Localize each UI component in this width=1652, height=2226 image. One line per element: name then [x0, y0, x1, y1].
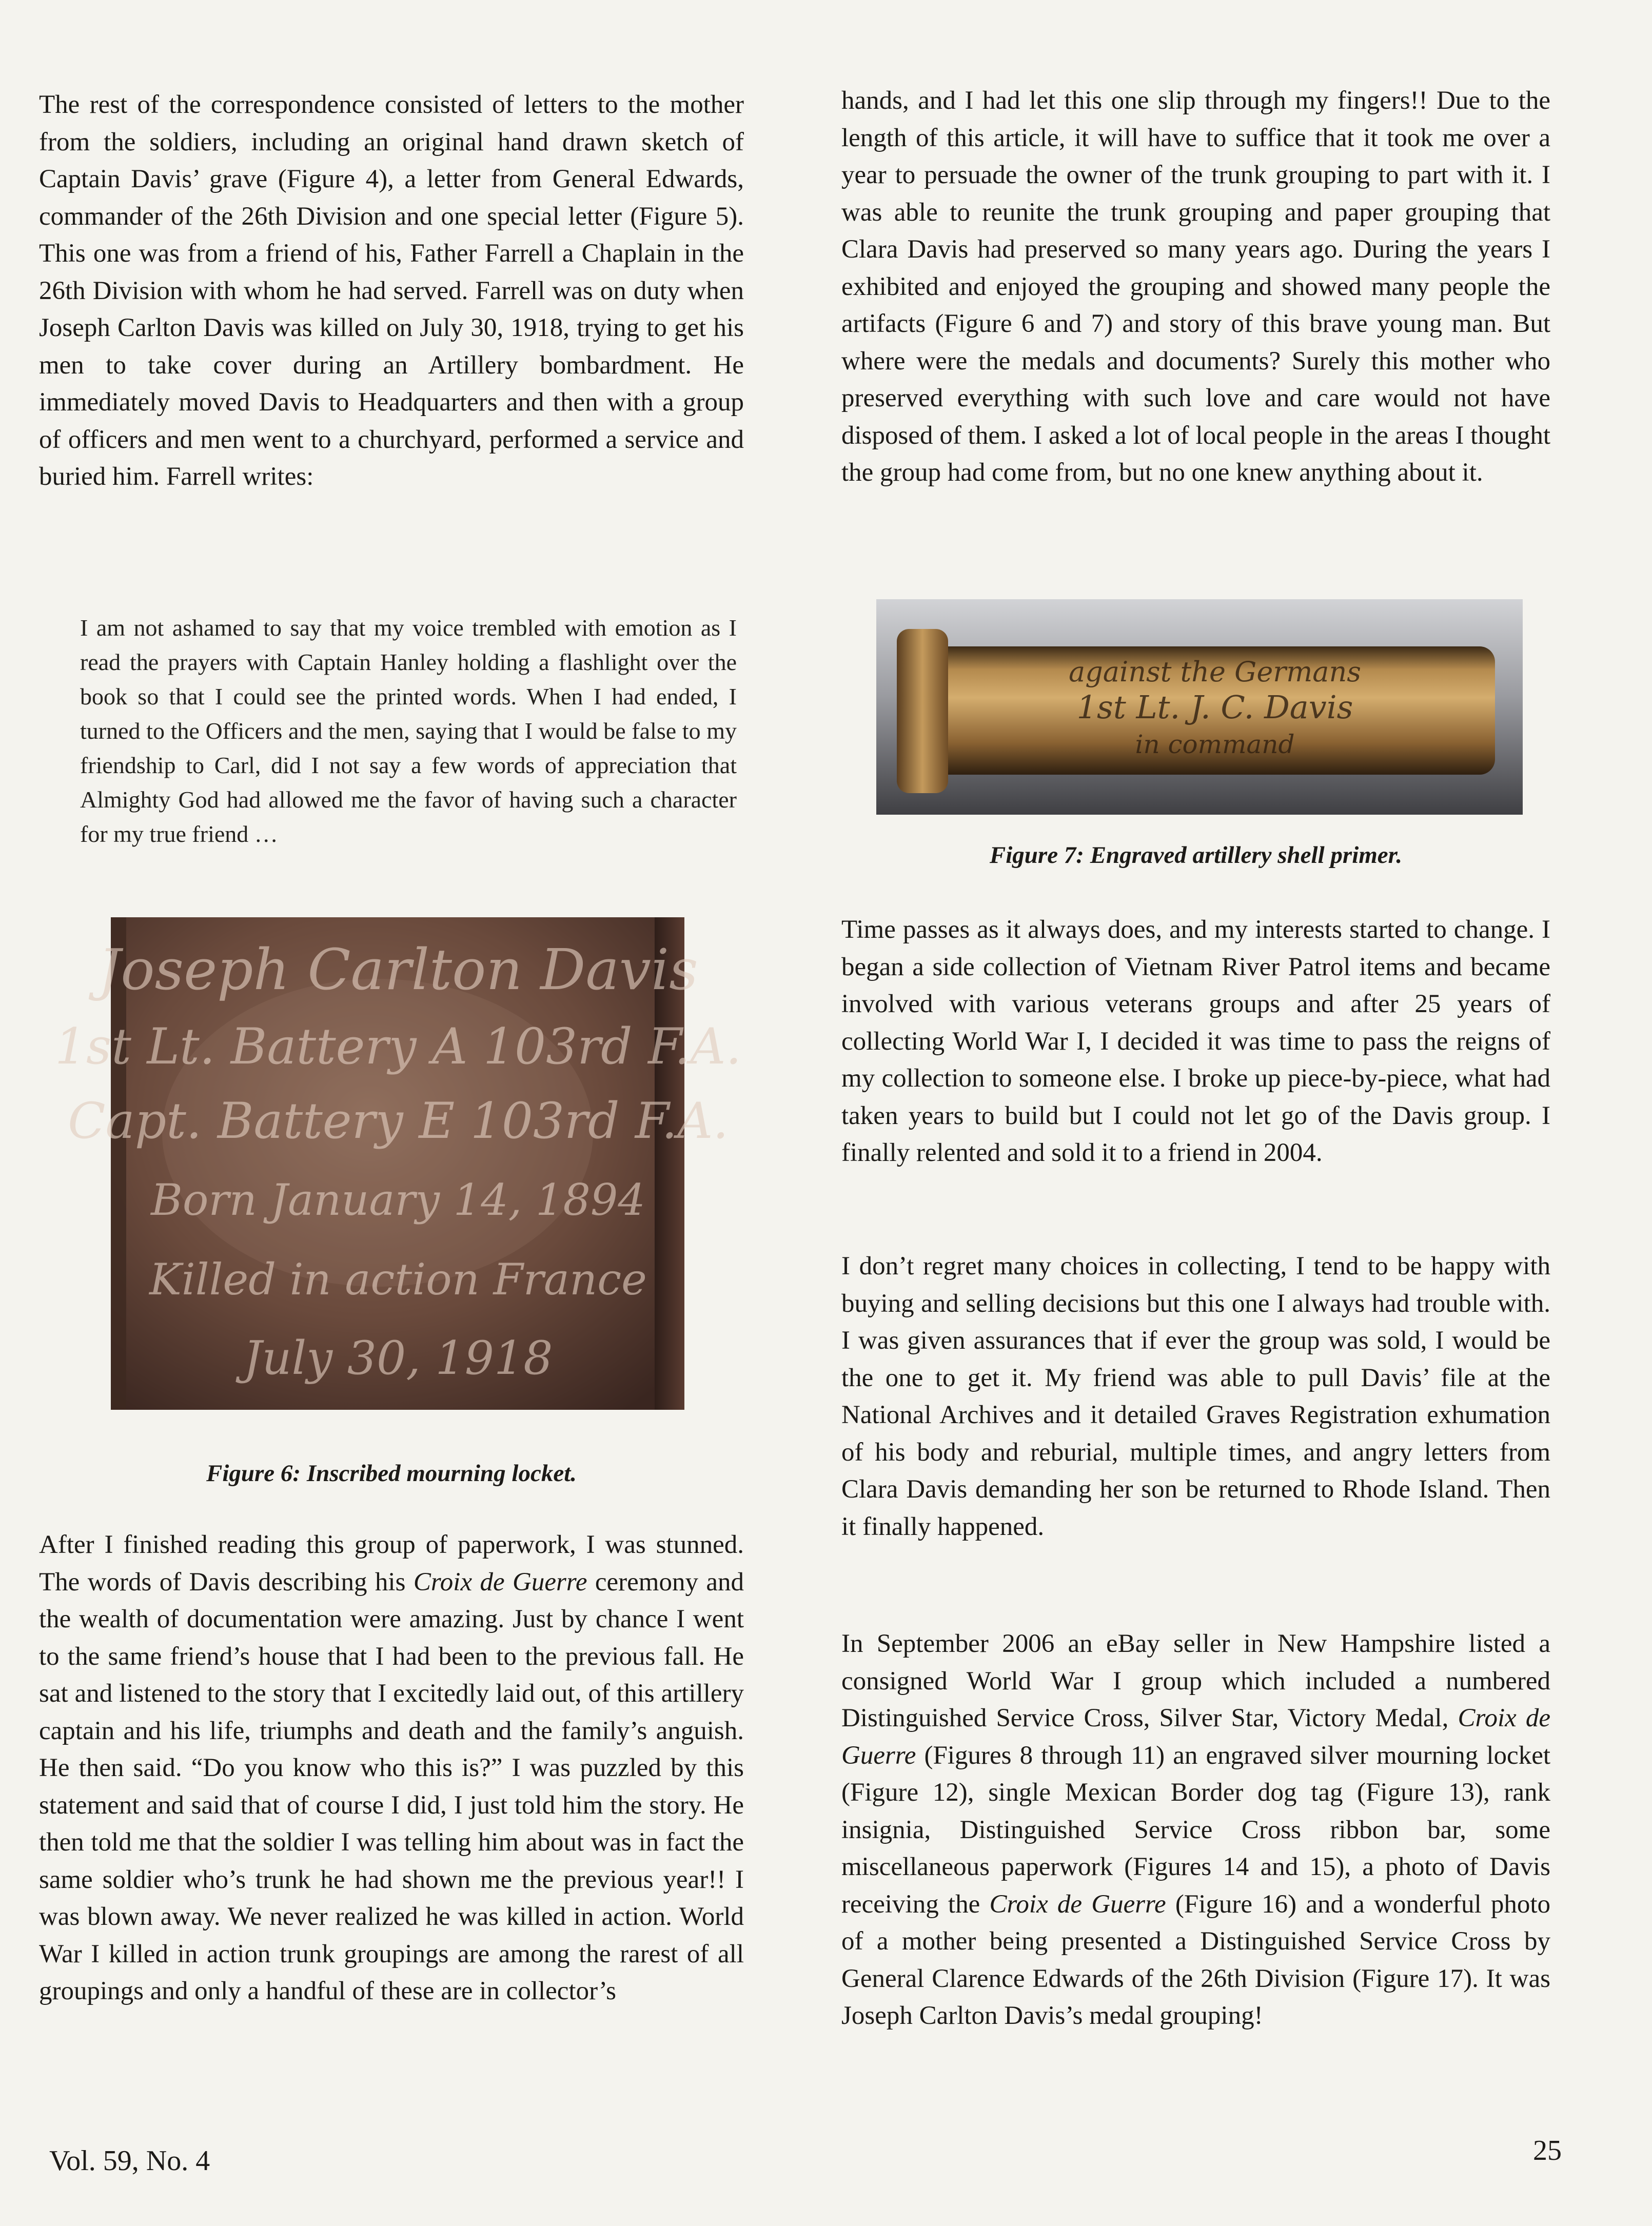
primer-line-2: 1st Lt. J. C. Davis [1076, 688, 1353, 726]
figure-6-locket-image [54, 917, 742, 1410]
locket-line-1: Joseph Carlton Davis [98, 937, 698, 1002]
locket-line-4: Born January 14, 1894 [151, 1175, 645, 1225]
primer-line-1: against the Germans [1069, 656, 1361, 688]
right-paragraph-3: I don’t regret many choices in collecting, I tend to be happy with buying and selling decisions but this one I always had trouble with. I was given assurances that if ever the group was sold, I would be the one to get it. My friend was able to pull Davis’ file at the National Archives and it detailed Graves Registration exhumation of his body and reburial, multiple times, and angry letters from Clara Davis demanding her son be returned to Rhode Island. Then it finally happened. [841, 1252, 1550, 1541]
left-paragraph-2-text-b: ceremony and the wealth of documentation were amazing. Just by chance I went to the same friend’s house that I had been to the previous fall. He sat and listened to the story that I excitedly laid out, of this artillery captain and his life, triumphs and death and the family’s anguish. He then said. “Do you know who this is?” I was puzzled by this statement and said that of course I did, I just told him the story. He then told me that the soldier I was telling him about was in fact the same soldier who’s trunk he had shown me the previous year!! I was blown away. We never realized he was killed in action. World War I killed in action trunk groupings are among the rarest of all groupings and only a handful of these are in collector’s [39, 1567, 744, 2005]
locket-line-2: 1st Lt. Battery A 103rd F.A. [54, 1018, 742, 1075]
left-paragraph-2 [39, 1526, 744, 2010]
volume-issue-label: Vol. 59, No. 4 [49, 2145, 210, 2177]
page-number: 25 [1533, 2135, 1562, 2166]
right-paragraph-1: hands, and I had let this one slip through my fingers!! Due to the length of this article, it will have to suffice that it took me over a year to persuade the owner of the trunk grouping to part with it. I was able to reunite the trunk grouping and paper grouping that Clara Davis had preserved so many years ago. During the years I exhibited and enjoyed the grouping and showed many people the artifacts (Figure 6 and 7) and story of this brave young man. But where were the medals and documents? Surely this mother who preserved everything with such love and care would not have disposed of them. I asked a lot of local people in the areas I thought the group had come from, but no one knew anything about it. [841, 86, 1550, 487]
right-paragraph-2: Time passes as it always does, and my interests started to change. I began a side collection of Vietnam River Patrol items and became involved with various veterans groups and after 25 years of collecting World War I, I decided it was time to pass the reigns of my collection to someone else. I broke up piece-by-piece, what had taken years to build but I could not let go of the Davis group. I finally relented and sold it to a friend in 2004. [841, 915, 1550, 1167]
farrell-quote: I am not ashamed to say that my voice trembled with emotion as I read the prayers with Captain Hanley holding a flashlight over the book so that I could see the printed words. When I had ended, I turned to the Officers and the men, saying that I would be false to my friendship to Carl, did I not say a few words of appreciation that Almighty God had allowed me the favor of having such a character for my true friend … [80, 615, 737, 847]
figure-7-caption: Figure 7: Engraved artillery shell primer. [989, 842, 1403, 869]
locket-line-6: July 30, 1918 [243, 1331, 553, 1385]
right-paragraph-4-text-a: In September 2006 an eBay seller in New Hampshire listed a consigned World War I group which included a numbered Distinguished Service Cross, Silver Star, Victory Medal, [841, 1629, 1550, 1732]
right-paragraph-4 [841, 1625, 1550, 2035]
locket-line-5: Killed in action France [149, 1254, 647, 1305]
figure-7-primer-image [876, 599, 1523, 815]
primer-photo [876, 599, 1523, 815]
croix-de-guerre-term-1: Croix de Guerre [841, 1704, 1550, 1770]
right-paragraph-4-text-b: (Figures 8 through 11) an engraved silver mourning locket (Figure 12), single Mexican Border dog tag (Figure 13), rank insignia, Distinguished Service Cross ribbon bar, some miscellaneous paperwork (Figures 14 and 15), a photo of Davis receiving the [841, 1741, 1550, 1919]
croix-de-guerre-term: Croix de Guerre [413, 1567, 587, 1597]
primer-line-3: in command [1135, 730, 1295, 759]
left-paragraph-1: The rest of the correspondence consisted of letters to the mother from the soldiers, including an original hand drawn sketch of Captain Davis’ grave (Figure 4), a letter from General Edwards, commander of the 26th Division and one special letter (Figure 5). This one was from a friend of his, Father Farrell a Chaplain in the 26th Division with whom he had served. Farrell was on duty when Joseph Carlton Davis was killed on July 30, 1918, trying to get his men to take cover during an Artillery bombardment. He immediately moved Davis to Headquarters and then with a group of officers and men went to a churchyard, performed a service and buried him. Farrell writes: [39, 90, 744, 491]
locket-photo [54, 917, 742, 1410]
right-paragraph-4-text-c: (Figure 16) and a wonderful photo of a mother being presented a Distinguished Service Cross by General Clarence Edwards of the 26th Division (Figure 17). It was Joseph Carlton Davis’s medal grouping! [841, 1889, 1550, 2030]
locket-line-3: Capt. Battery E 103rd F.A. [68, 1092, 729, 1150]
left-paragraph-2-text-a: After I finished reading this group of paperwork, I was stunned. The words of Davis describing his [39, 1530, 744, 1597]
croix-de-guerre-term-2: Croix de Guerre [989, 1889, 1166, 1919]
figure-6-caption: Figure 6: Inscribed mourning locket. [206, 1460, 577, 1487]
